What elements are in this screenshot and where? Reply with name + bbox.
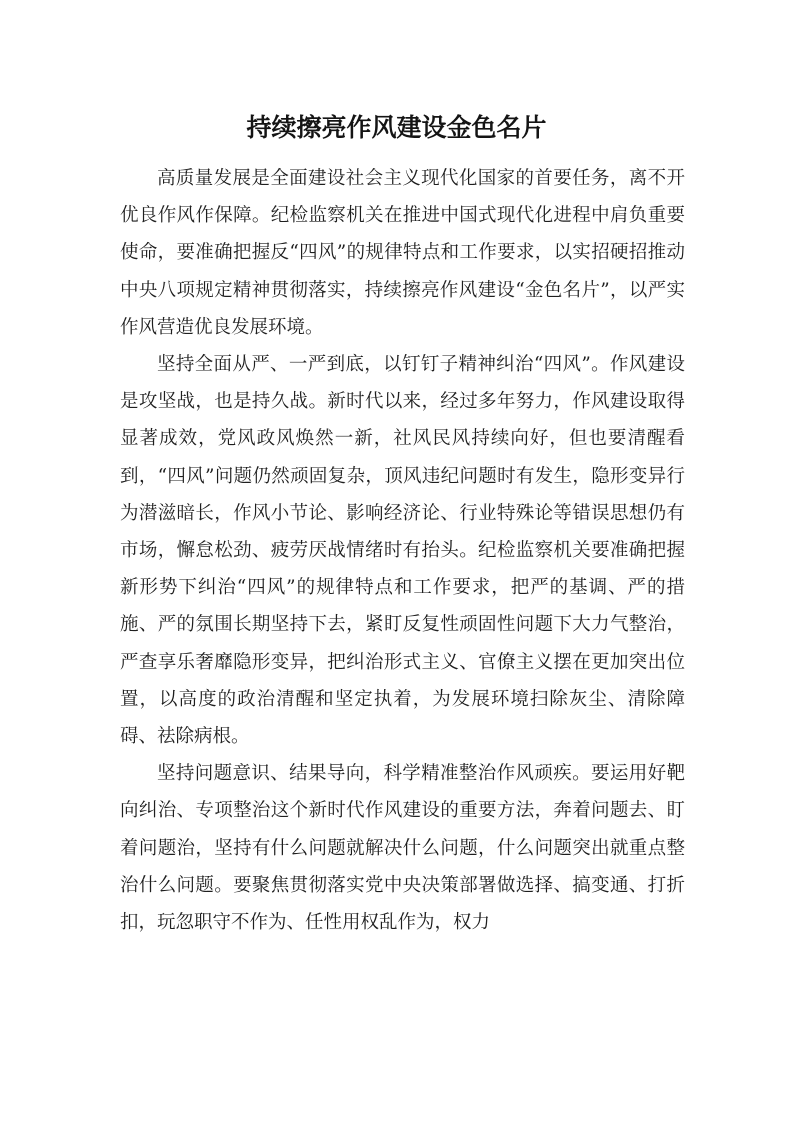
paragraph: 坚持全面从严、一严到底，以钉钉子精神纠治“四风”。作风建设是攻坚战，也是持久战。新时代以来，经过多年努力，作风建设取得显著成效，党风政风焕然一新，社风民风持续向好，但也要清醒看到，“四风”问题仍然顽固复杂，顶风违纪问题时有发生，隐形变异行为潜滋暗长，作风小节论、影响经济论、行业特殊论等错误思想仍有市场，懈怠松劲、疲劳厌战情绪时有抬头。纪检监察机关要准确把握新形势下纠治“四风”的规律特点和工作要求，把严的基调、严的措施、严的氛围长期坚持下去，紧盯反复性顽固性问题下大力气整治，严查享乐奢靡隐形变异，把纠治形式主义、官僚主义摆在更加突出位置，以高度的政治清醒和坚定执着，为发展环境扫除灰尘、清除障碍、祛除病根。 — [120, 354, 685, 748]
paragraph: 坚持问题意识、结果导向，科学精准整治作风顽疾。要运用好靶向纠治、专项整治这个新时代作风建设的重要方法，奔着问题去、盯着问题治，坚持有什么问题就解决什么问题，什么问题突出就重点整治什么问题。要聚焦贯彻落实党中央决策部署做选择、搞变通、打折扣，玩忽职守不作为、任性用权乱作为，权力 — [120, 763, 685, 934]
paragraph: 高质量发展是全面建设社会主义现代化国家的首要任务，离不开优良作风作保障。纪检监察机关在推进中国式现代化进程中肩负重要使命，要准确把握反“四风”的规律特点和工作要求，以实招硬招推动中央八项规定精神贯彻落实，持续擦亮作风建设“金色名片”，以严实作风营造优良发展环境。 — [120, 168, 685, 338]
document-body — [120, 160, 685, 941]
document-title: 持续擦亮作风建设金色名片 — [246, 113, 547, 142]
